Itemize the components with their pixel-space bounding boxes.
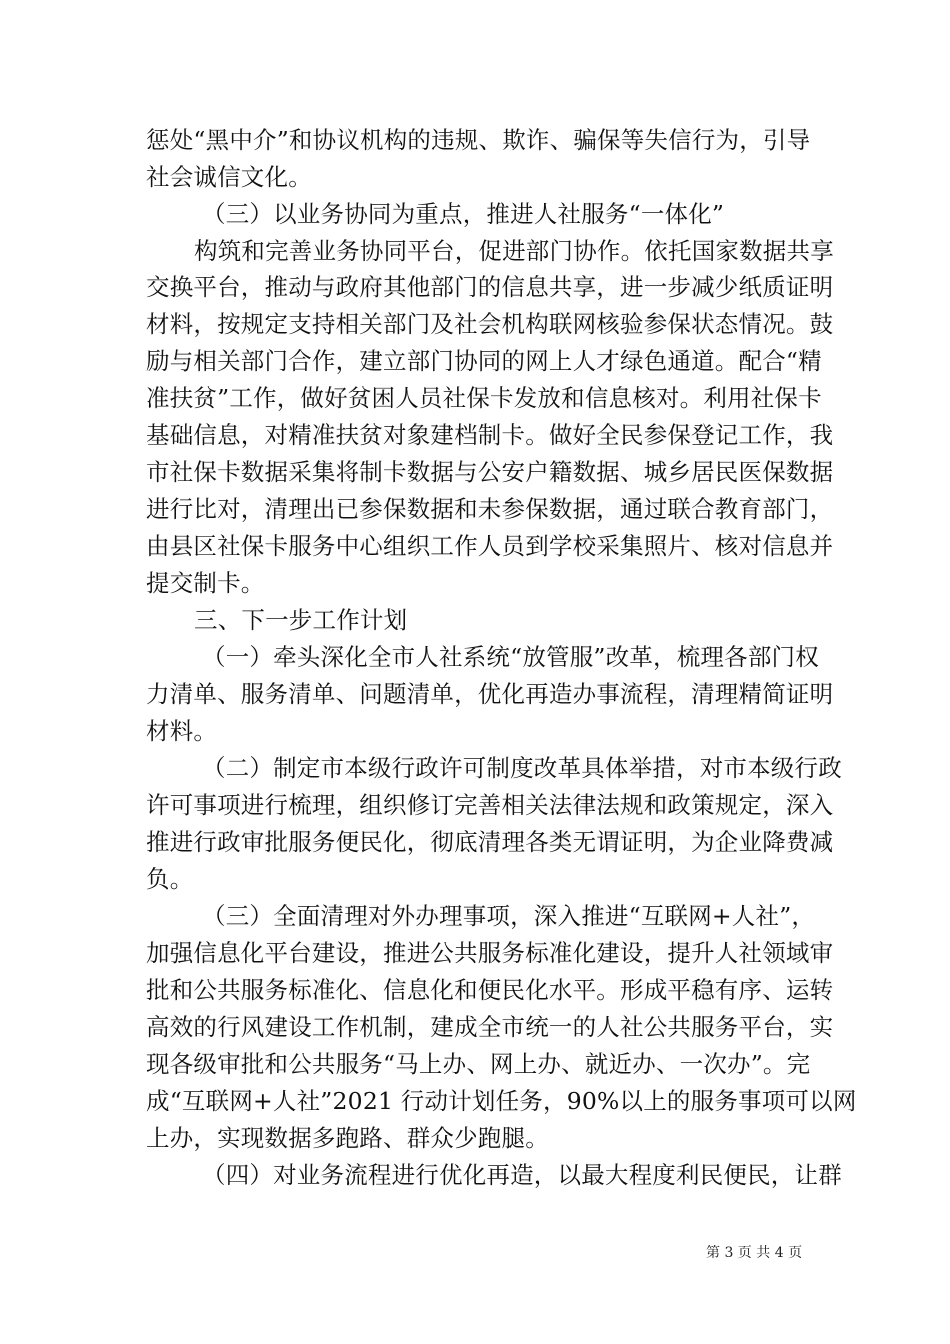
text-line: 由县区社保卡服务中心组织工作人员到学校采集照片、核对信息并 xyxy=(146,532,834,560)
text-line: 惩处“黑中介”和协议机构的违规、欺诈、骗保等失信行为，引导 xyxy=(146,126,811,154)
page-number-footer: 第 3 页 共 4 页 xyxy=(706,1245,803,1261)
text-line: 材料。 xyxy=(146,717,218,745)
text-line: （四）对业务流程进行优化再造，以最大程度利民便民，让群 xyxy=(202,1161,842,1189)
text-line: 交换平台，推动与政府其他部门的信息共享，进一步减少纸质证明 xyxy=(146,273,834,301)
section-heading: 三、下一步工作计划 xyxy=(194,606,408,634)
text-line: 上办，实现数据多跑路、群众少跑腿。 xyxy=(146,1124,549,1152)
text-line: 材料，按规定支持相关部门及社会机构联网核验参保状态情况。鼓 xyxy=(146,310,834,338)
text-line: 提交制卡。 xyxy=(146,569,265,597)
section-heading: （三）以业务协同为重点，推进人社服务“一体化” xyxy=(202,200,725,228)
text-line: （三）全面清理对外办理事项，深入推进“互联网+人社”， xyxy=(202,902,816,930)
text-line: （一）牵头深化全市人社系统“放管服”改革，梳理各部门权 xyxy=(202,643,819,671)
text-line: 基础信息，对精准扶贫对象建档制卡。做好全民参保登记工作，我 xyxy=(146,421,834,449)
text-line: 许可事项进行梳理，组织修订完善相关法律法规和政策规定，深入 xyxy=(146,791,834,819)
text-line: 成“互联网+人社”2021 行动计划任务，90%以上的服务事项可以网 xyxy=(146,1087,857,1115)
text-line: 加强信息化平台建设，推进公共服务标准化建设，提升人社领域审 xyxy=(146,939,834,967)
text-line: 进行比对，清理出已参保数据和未参保数据，通过联合教育部门， xyxy=(146,495,834,523)
text-line: （二）制定市本级行政许可制度改革具体举措，对市本级行政 xyxy=(202,754,842,782)
text-line: 市社保卡数据采集将制卡数据与公安户籍数据、城乡居民医保数据 xyxy=(146,458,834,486)
text-line: 社会诚信文化。 xyxy=(146,163,312,191)
text-line: 批和公共服务标准化、信息化和便民化水平。形成平稳有序、运转 xyxy=(146,976,834,1004)
text-line: 现各级审批和公共服务“马上办、网上办、就近办、一次办”。完 xyxy=(146,1050,811,1078)
text-line: 高效的行风建设工作机制，建成全市统一的人社公共服务平台，实 xyxy=(146,1013,834,1041)
text-line: 准扶贫”工作，做好贫困人员社保卡发放和信息核对。利用社保卡 xyxy=(146,384,822,412)
text-line: 负。 xyxy=(146,865,194,893)
text-line: 励与相关部门合作，建立部门协同的网上人才绿色通道。配合“精 xyxy=(146,347,822,375)
text-line: 推进行政审批服务便民化，彻底清理各类无谓证明，为企业降费减 xyxy=(146,828,834,856)
text-line: 力清单、服务清单、问题清单，优化再造办事流程，清理精简证明 xyxy=(146,680,834,708)
text-line: 构筑和完善业务协同平台，促进部门协作。依托国家数据共享 xyxy=(194,237,834,265)
